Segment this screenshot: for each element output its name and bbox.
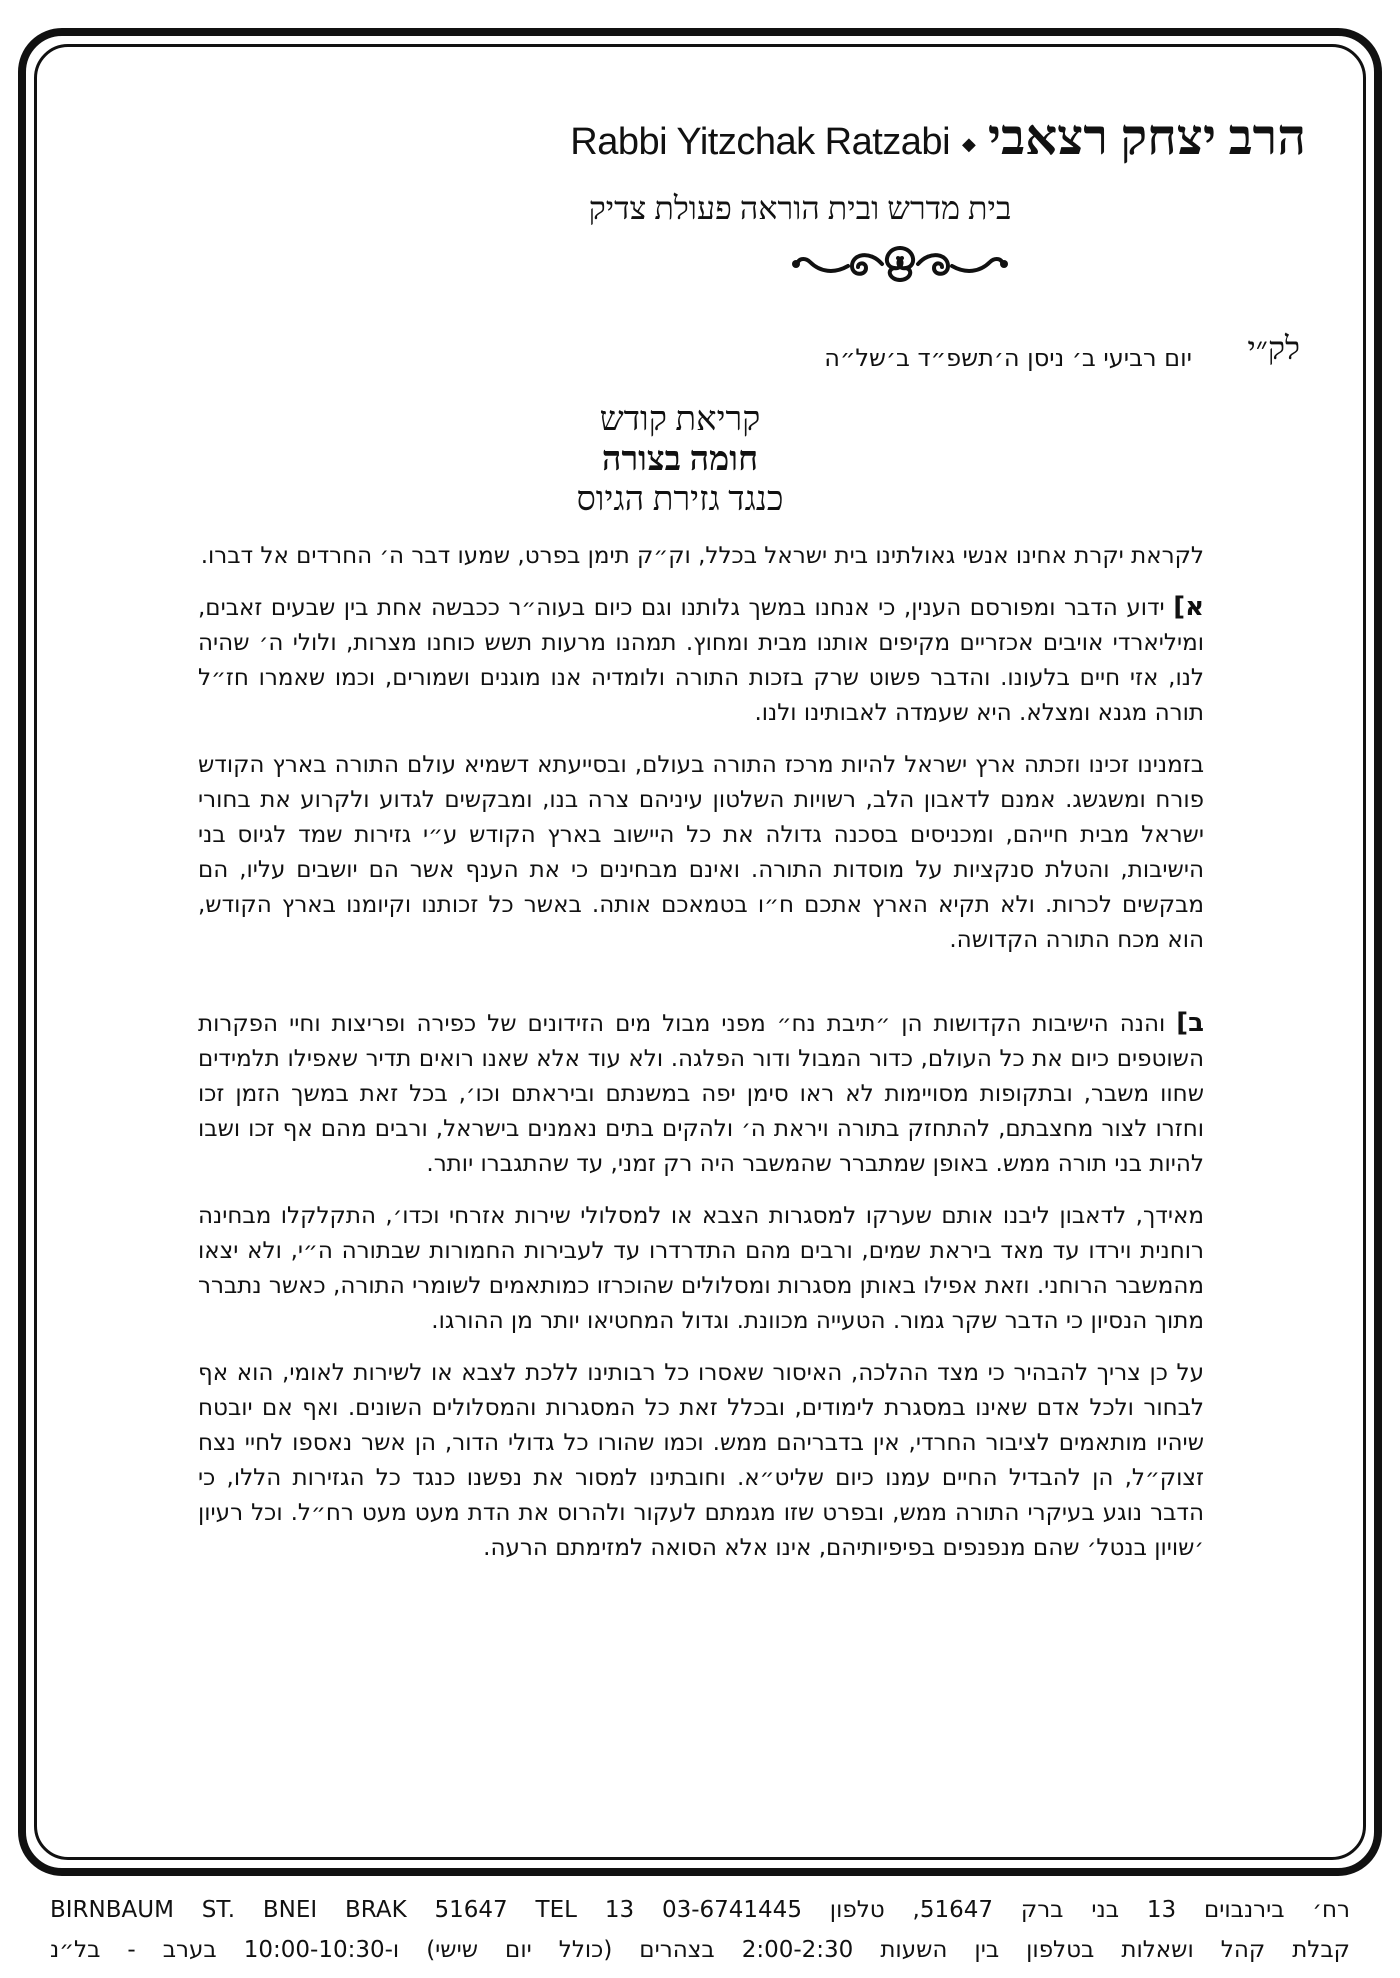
paragraph: א] ידוע הדבר ומפורסם הענין, כי אנחנו במשך גלותנו וגם כיום בעוה״ר ככבשה אחת בין שבעים זאבים, ומיליארדי אויבים אכזריים מקיפים אותנו מבית ומחוץ. תמהנו מרעות תשש כוחנו מצרות, ולולי ה׳ שהיה לנו, אזי חיים בלעונו. והדבר פשוט שרק בזכות התורה ולומדיה אנו מוגנים ושמורים, וכמו שאמרו חז״ל תורה מגנא ומצלא. היא שעמדה לאבותינו ולנו.: [198, 592, 1204, 726]
footer-hours: קבלת קהל ושאלות בטלפון בין השעות 2:00-2:30 בצהרים (כולל יום שישי) ו-10:00-10:30 בערב - בל״נ: [50, 1937, 1350, 1963]
flourish-ornament-icon: [790, 240, 1010, 290]
paragraph: בזמנינו זכינו וזכתה ארץ ישראל להיות מרכז התורה בעולם, ובסייעתא דשמיא עולם התורה בארץ הקודש פורח ומשגשג. אמנם לדאבון הלב, רשויות השלטון עיניהם צרה בנו, ומבקשים לגדוע ולקרוע את בחורי ישראל מבית חייהם, ומכניסים בסכנה גדולה את כל היישוב בארץ הקודש ע״י גזירות שמד לגיוס בני הישיבות, והטלת סנקציות על מוסדות התורה. ואינם מבחינים כי את הענף אשר הם יושבים עליו, הם מבקשים לכרות. ולא תקיא הארץ אתכם ח״ו בטמאכם אותה. באשר כל זכותנו וקיומנו בארץ הקודש, הוא מכח התורה הקדושה.: [198, 752, 1204, 953]
rabbi-name-english: Rabbi Yitzchak Ratzabi: [570, 121, 951, 163]
rabbi-name-hebrew: הרב יצחק רצאבי: [987, 109, 1306, 165]
letter-date: יום רביעי ב׳ ניסן ה׳תשפ״ד ב׳של״ה: [824, 344, 1192, 372]
institution-subtitle: בית מדרש ובית הוראה פעולת צדיק: [588, 190, 1012, 226]
heading-line-3: כנגד גזירת הגיוס: [576, 481, 784, 518]
letter-heading: [480, 400, 880, 520]
paragraph: על כן צריך להבהיר כי מצד ההלכה, האיסור שאסרו כל רבותינו ללכת לצבא או לשירות לאומי, הוא אף לבחור ולכל אדם שאינו במסגרת לימודים, ובכלל זאת כל המסגרות והמסלולים השונים. ואף אם יובטח שיהיו מותאמים לציבור החרדי, אין בדבריהם ממש. וכמו שהורו כל גדולי הדור, הן אשר נאספו לחיי נצח זצוק״ל, הן להבדיל החיים עמנו כיום שליט״א. וחובתינו למסור את נפשנו כנגד כל הגזירות הללו, כי הדבר נוגע בעיקרי התורה ממש, ובפרט שזו מגמתם לעקור ולהרוס את הדת מעט מעט רח״ל. וכל רעיון ׳שויון בנטל׳ שהם מנפנפים בפיפיותיהם, אינו אלא הסואה למזימתם הרעה.: [198, 1360, 1204, 1561]
paragraph: ב] והנה הישיבות הקדושות הן ״תיבת נח״ מפני מבול מים הזידונים של כפירה ופריצות וחיי הפקרות השוטפים כיום את כל העולם, כדור המבול ודור הפלגה. ולא עוד אלא שאנו רואים תדיר שאפילו תלמידים שחוו משבר, ובתקופות מסויימות לא ראו סימן יפה במשנתם וביראתם וכו׳, בכל זאת במשך הזמן זכו וחזרו לצור מחצבתם, להתחזק בתורה ויראת ה׳ ולהקים בתים נאמנים בישראל, ורבים מהם אף זכו ושבו להיות בני תורה ממש. באופן שמתברר שהמשבר היה רק זמני, עד שהתגברו יותר.: [198, 1008, 1204, 1177]
paragraph: לקראת יקרת אחינו אנשי גאולתינו בית ישראל בכלל, וק״ק תימן בפרט, שמעו דבר ה׳ החרדים אל דברו.: [200, 543, 1204, 569]
paragraph: מאידך, לדאבון ליבנו אותם שערקו למסגרות הצבא או למסלולי שירות אזרחי וכדו׳, התקלקלו מבחינה רוחנית וירדו עד מאד ביראת שמים, ורבים מהם התדרדרו עד לעבירות החמורות שבתורה ה״י, ולא יצאו מהמשבר הרוחני. וזאת אפילו באותן מסגרות ומסלולים שהוכרזו כמותאמים לשומרי התורה, כאשר נתברר מתוך הנסיון כי הדבר שקר גמור. הטעייה מכוונת. וגדול המחטיאו יותר מן ההורגו.: [198, 1203, 1204, 1334]
diamond-separator-icon: ◆: [962, 133, 976, 155]
heading-line-1: קריאת קודש: [599, 401, 761, 438]
letter-body: [198, 538, 1204, 1582]
footer-address: רח׳ בירנבוים 13 בני ברק 51647, טלפון 03-6741445 13 BIRNBAUM ST. BNEI BRAK 51647 TEL: [50, 1897, 1350, 1923]
lakai-mark: לק״י: [1247, 330, 1300, 366]
section-mark: א]: [1173, 592, 1204, 622]
section-mark: ב]: [1176, 1008, 1204, 1038]
letterhead-title: [570, 108, 1306, 166]
heading-line-2: חומה בצורה: [601, 441, 759, 478]
footer-contact: [50, 1890, 1350, 1970]
